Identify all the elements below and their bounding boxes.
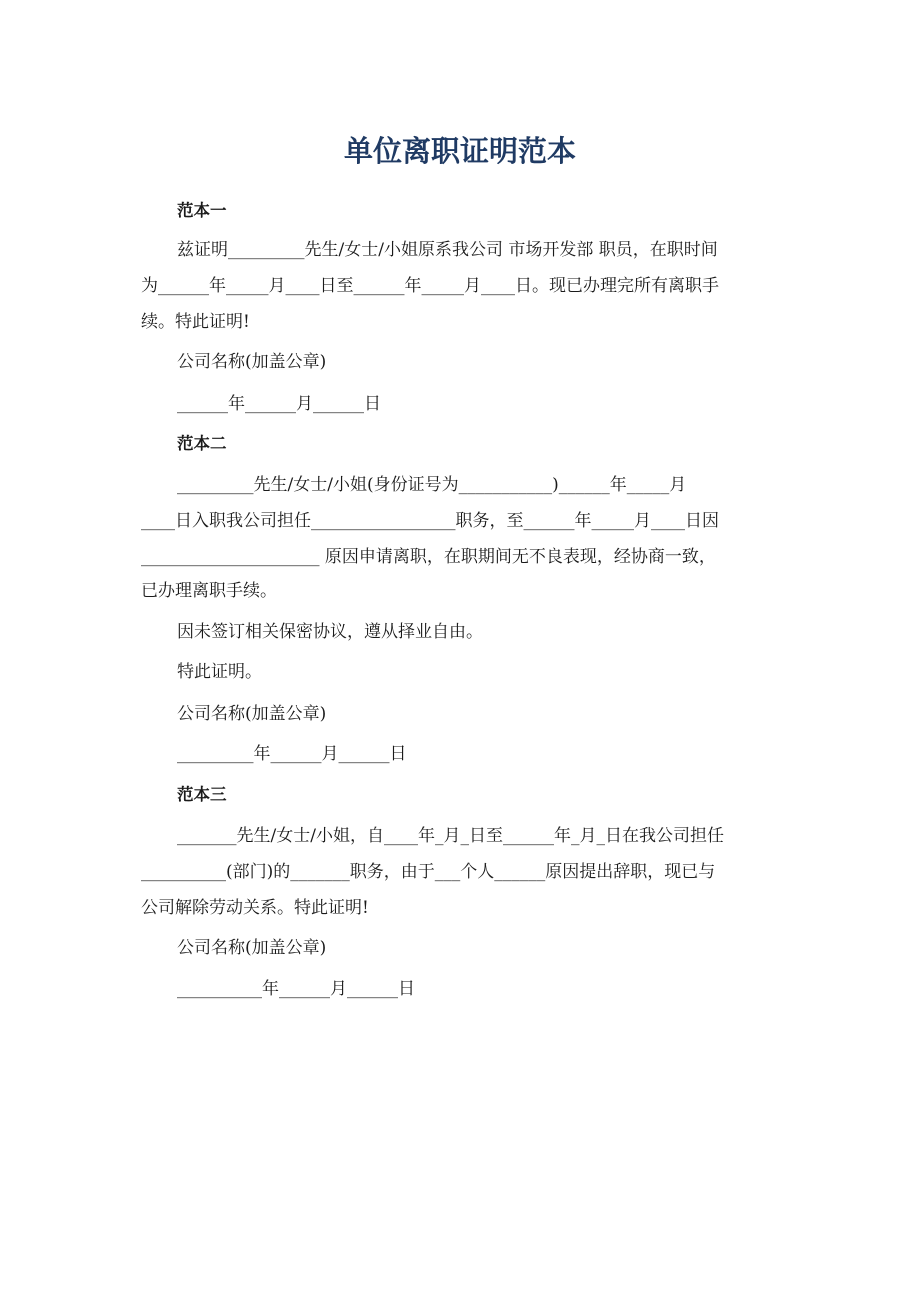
sample3-line-1: _______先生/女士/小姐，自____年_月_日至______年_月_日在我公司担任 <box>177 826 724 846</box>
sample3-company: 公司名称(加盖公章) <box>177 938 327 958</box>
sample1-line-1: 兹证明_________先生/女士/小姐原系我公司 市场开发部 职员，在职时间 <box>177 240 718 260</box>
sample1-company: 公司名称(加盖公章) <box>177 352 327 372</box>
sample3-heading: 范本三 <box>177 785 227 804</box>
sample2-company: 公司名称(加盖公章) <box>177 704 327 724</box>
sample2-line-4: 已办理离职手续。 <box>141 581 277 601</box>
sample2-closing: 特此证明。 <box>177 662 262 682</box>
sample1-date: ______年______月______日 <box>177 394 381 414</box>
sample2-heading: 范本二 <box>177 434 227 453</box>
sample3-line-2: __________(部门)的_______职务，由于___个人______原因提出辞职，现已与 <box>141 862 716 882</box>
sample2-confidentiality: 因未签订相关保密协议，遵从择业自由。 <box>177 622 483 642</box>
sample1-line-2: 为______年_____月____日至______年_____月____日。现已办理完所有离职手 <box>141 276 719 296</box>
sample3-date: __________年______月______日 <box>177 979 415 999</box>
sample2-line-2: ____日入职我公司担任_________________职务，至______年_____月____日因 <box>141 511 719 531</box>
document-title: 单位离职证明范本 <box>343 134 576 168</box>
sample3-line-3: 公司解除劳动关系。特此证明! <box>141 898 369 918</box>
sample2-line-3: _____________________ 原因申请离职，在职期间无不良表现，经协商一致， <box>141 547 716 567</box>
sample2-line-1: _________先生/女士/小姐(身份证号为___________)______年_____月 <box>177 475 687 495</box>
sample1-line-3: 续。特此证明! <box>141 312 250 332</box>
sample1-heading: 范本一 <box>177 201 227 220</box>
sample2-date: _________年______月______日 <box>177 744 407 764</box>
